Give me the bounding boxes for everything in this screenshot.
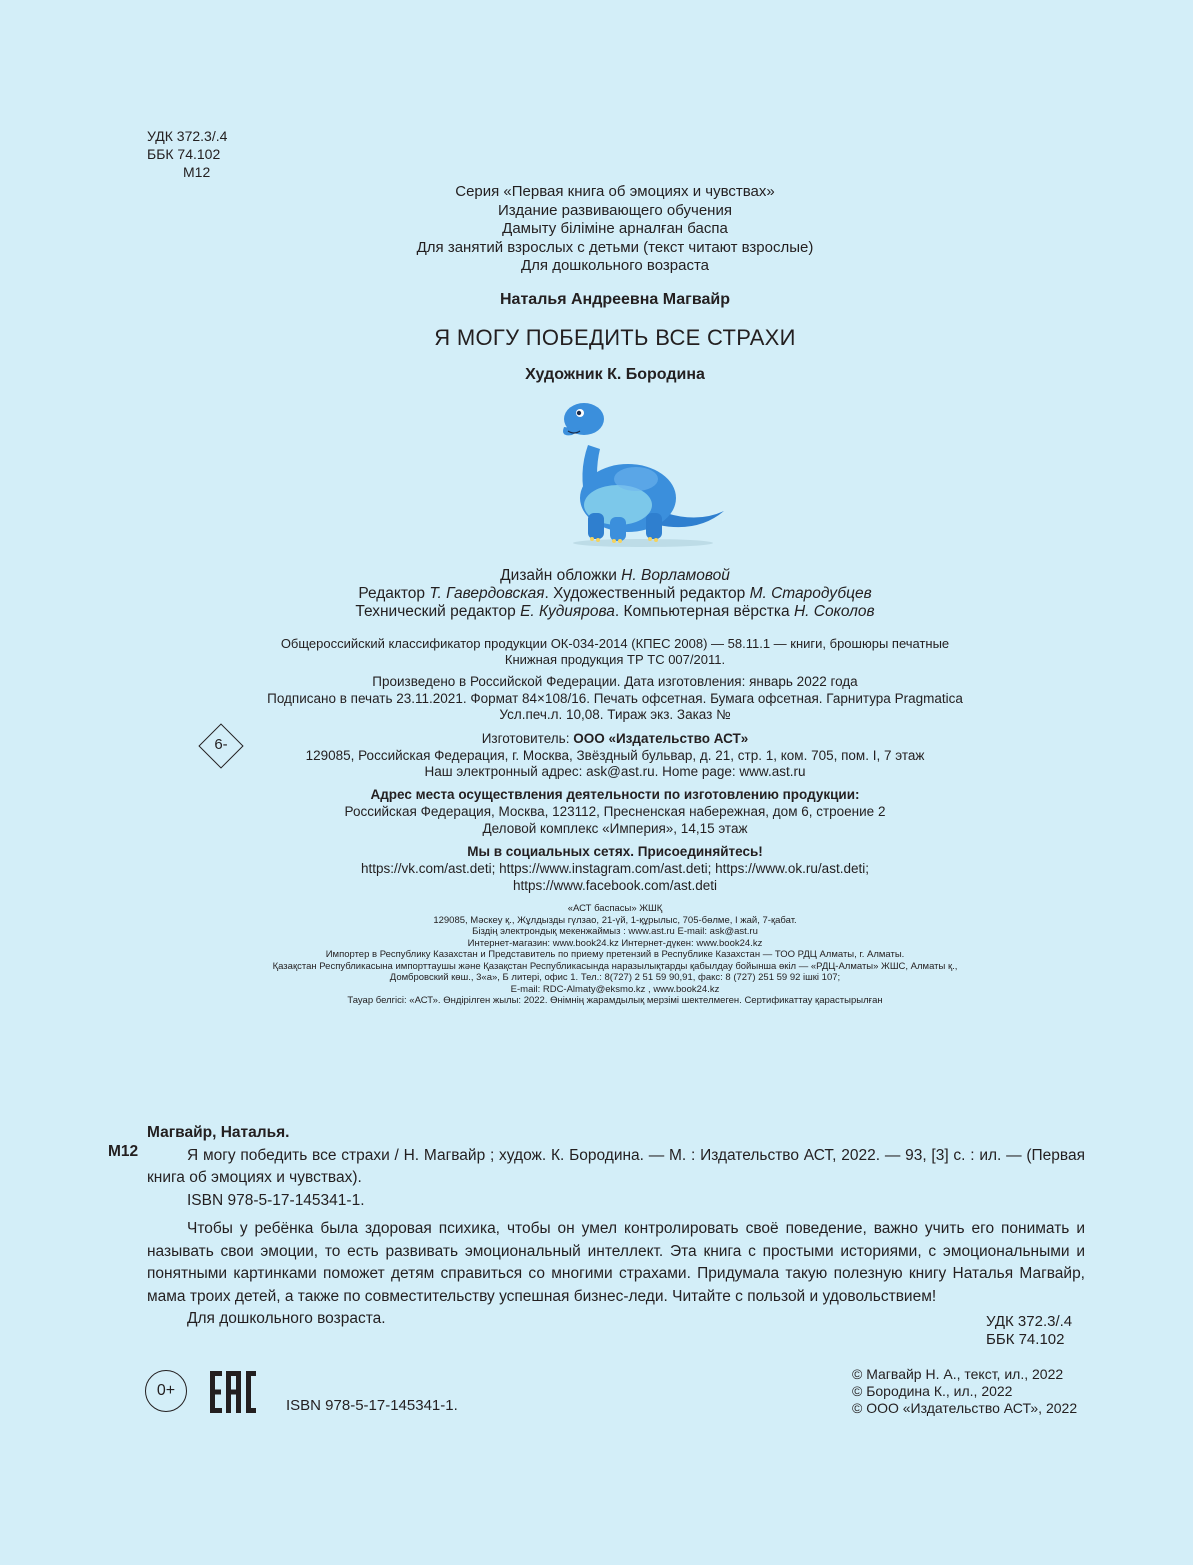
okp-line: Общероссийский классификатор продукции ОК-034-2014 (КПЕС 2008) — 58.11.1 — книги, брошюры печатные (280, 636, 950, 651)
manufacturer-label: Изготовитель: (481, 731, 574, 746)
kazakhstan-info-block (0, 903, 1193, 1007)
isbn-bottom: ISBN 978-5-17-145341-1. (286, 1397, 458, 1414)
credits-block (0, 567, 1193, 621)
layout-label: . Компьютерная вёрстка (614, 603, 790, 620)
catalog-heading: Магвайр, Наталья. (147, 1124, 290, 1141)
age-rating-text: 6- (214, 736, 228, 753)
production-line: Усл.печ.л. 10,08. Тираж экз. Заказ № (499, 707, 731, 722)
udk-block-bottom (986, 1313, 1072, 1349)
catalog-author-mark: М12 (108, 1143, 139, 1160)
manufacturer-block (0, 731, 1193, 781)
social-links: https://vk.com/ast.deti; https://www.instagram.com/ast.deti; https://www.ok.ru/ast.deti; (361, 861, 869, 876)
kz-line: «АСТ баспасы» ЖШҚ (567, 903, 663, 914)
book-title: Я МОГУ ПОБЕДИТЬ ВСЕ СТРАХИ (434, 325, 796, 350)
kz-line: 129085, Мәскеу қ., Жұлдызды гүлзао, 21-үй, 1-құрылыс, 705-бөлме, I жай, 7-қабат. (433, 914, 797, 926)
editor-label: Редактор (358, 585, 426, 602)
kz-line: Қазақстан Республикасына импорттаушы және Қазақстан Республикасында наразылықтарды қабылдау бойынша өкіл — «РДЦ-Алматы» ЖШС, Алматы қ., (272, 960, 958, 972)
kz-line: Домбровский көш., 3«а», Б литері, офис 1. Тел.: 8(727) 2 51 59 90,91, факс: 8 (727) 251 59 92 ішкі 107; (389, 972, 841, 983)
udk-code: УДК 372.3/.4 (986, 1313, 1073, 1330)
series-line: Дамыту біліміне арналған баспа (502, 220, 728, 237)
kz-line: Импортер в Республику Казахстан и Представитель по приему претензий в Республике Казахстан — ТОО РДЦ Алматы, г. Алматы. (325, 949, 905, 960)
tech-editor-label: Технический редактор (355, 603, 516, 620)
tech-editors-line (0, 603, 1193, 621)
author-name: Наталья Андреевна Магвайр (500, 291, 730, 308)
social-block (0, 843, 1193, 894)
catalog-annotation: Чтобы у ребёнка была здоровая психика, чтобы он умел контролировать своё поведение, важно учить его понимать и называть свои эмоции, то есть развивать эмоциональный интеллект. Эта книга с простыми историями, с эмоциональными и понятными картинками поможет детям справиться со многими страхами. Придумала такую полезную книгу Наталья Магвайр, мама троих детей, а также по совместительству успешная бизнес-леди. Читайте с пользой и удовольствием! (147, 1220, 1085, 1305)
series-block (0, 183, 1193, 276)
activity-address-line: Деловой комплекс «Империя», 14,15 этаж (482, 821, 748, 836)
kz-line: Біздің электрондық мекенжаймыз : www.ast.ru E-mail: ask@ast.ru (472, 926, 758, 937)
bbk-code: ББК 74.102 (147, 146, 221, 162)
copyright-line: © Бородина К., ил., 2022 (852, 1383, 1013, 1399)
copyright-line: © Магвайр Н. А., текст, ил., 2022 (852, 1366, 1064, 1382)
cover-designer: Н. Ворламовой (621, 567, 730, 584)
kz-line: Тауар белгісі: «АСТ». Өндірілген жылы: 2022. Өнімнің жарамдылық мерзімі шектелмеген. Сертификаттау қарастырылған (347, 995, 883, 1006)
artist-name: Художник К. Бородина (525, 366, 705, 383)
dinosaur-illustration (548, 393, 726, 548)
manufacturer-web: Наш электронный адрес: ask@ast.ru. Home page: www.ast.ru (424, 764, 806, 779)
art-editor-label: . Художественный редактор (544, 585, 746, 602)
age-rating-circle (145, 1370, 187, 1412)
catalog-isbn: ISBN 978-5-17-145341-1. (187, 1191, 365, 1209)
manufacturer-line (0, 731, 1193, 748)
social-links: https://www.facebook.com/ast.deti (512, 878, 718, 893)
author-mark: М12 (183, 164, 211, 180)
kz-line: E-mail: RDC-Almaty@eksmo.kz , www.book24.kz (510, 983, 720, 995)
copyright-block (852, 1366, 1077, 1417)
okp-line: Книжная продукция ТР ТС 007/2011. (504, 652, 726, 667)
okp-block (0, 636, 1193, 668)
copyright-line: © ООО «Издательство АСТ», 2022 (852, 1400, 1078, 1416)
cover-design-label: Дизайн обложки (500, 567, 617, 584)
manufacturer-name: ООО «Издательство АСТ» (573, 731, 749, 746)
activity-address-line: Российская Федерация, Москва, 123112, Пресненская набережная, дом 6, строение 2 (344, 804, 886, 819)
series-line: Для занятий взрослых с детьми (текст читают взрослые) (416, 238, 814, 256)
social-heading: Мы в социальных сетях. Присоединяйтесь! (467, 844, 763, 859)
catalog-entry: Я могу победить все страхи / Н. Магвайр ; худож. К. Бородина. — М. : Издательство АСТ, 2022. — 93, [3] с. : ил. — (Первая книга об эмоциях и чувствах). (147, 1146, 1085, 1186)
production-block (0, 674, 1193, 724)
bbk-code: ББК 74.102 (986, 1331, 1065, 1348)
catalog-age-note: Для дошкольного возраста. (187, 1310, 386, 1327)
udk-code: УДК 372.3/.4 (147, 128, 228, 144)
eac-logo-icon (210, 1371, 256, 1413)
udk-block-top (147, 127, 227, 181)
manufacturer-address: 129085, Российская Федерация, г. Москва, Звёздный бульвар, д. 21, стр. 1, ком. 705, пом. I, 7 этаж (305, 747, 925, 763)
art-editor-name: М. Стародубцев (749, 585, 872, 602)
series-line: Издание развивающего обучения (498, 201, 732, 219)
series-line: Серия «Первая книга об эмоциях и чувствах» (455, 183, 775, 200)
production-line: Подписано в печать 23.11.2021. Формат 84×108/16. Печать офсетная. Бумага офсетная. Гарнитура Pragmatica (267, 690, 963, 706)
layout-name: Н. Соколов (793, 603, 875, 620)
cover-design-line (0, 567, 1193, 585)
series-line: Для дошкольного возраста (521, 257, 709, 274)
editor-name: Т. Гавердовская (429, 585, 545, 602)
age-rating-text: 0+ (156, 1382, 176, 1399)
activity-address-block (0, 786, 1193, 837)
activity-address-heading: Адрес места осуществления деятельности по изготовлению продукции: (370, 787, 860, 802)
catalog-card (147, 1122, 1085, 1331)
editors-line (0, 585, 1193, 603)
tech-editor-name: Е. Кудиярова (520, 603, 615, 620)
kz-line: Интернет-магазин: www.book24.kz Интернет-дүкен: www.book24.kz (467, 937, 763, 949)
production-line: Произведено в Российской Федерации. Дата изготовления: январь 2022 года (372, 674, 858, 689)
